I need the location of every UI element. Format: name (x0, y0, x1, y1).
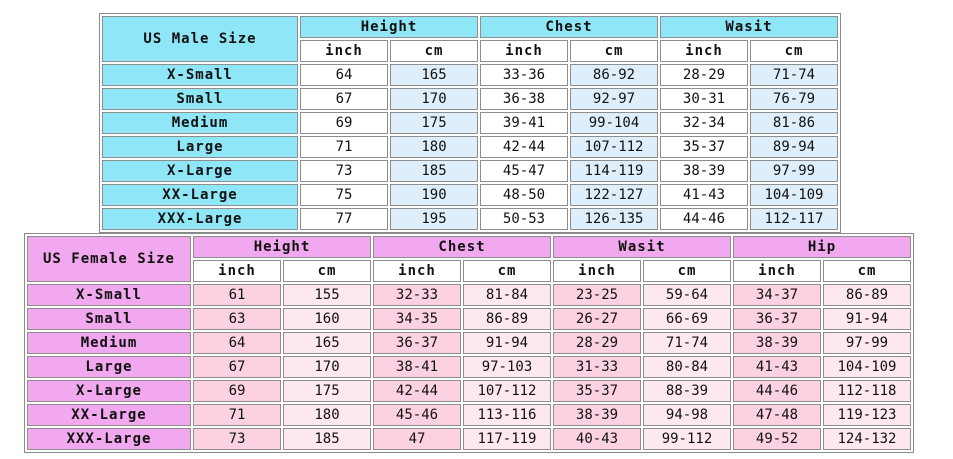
female-value-cell: 38-41 (373, 356, 461, 378)
female-unit-header: inch (193, 260, 281, 282)
female-size-table (24, 233, 914, 453)
male-value-cell: 38-39 (660, 160, 748, 182)
male-value-cell: 195 (390, 208, 478, 230)
male-value-cell: 71 (300, 136, 388, 158)
female-unit-header: cm (283, 260, 371, 282)
female-value-cell: 185 (283, 428, 371, 450)
male-table-row (102, 184, 838, 206)
female-value-cell: 40-43 (553, 428, 641, 450)
female-value-cell: 86-89 (823, 284, 911, 306)
female-table-row (27, 380, 911, 402)
female-value-cell: 99-112 (643, 428, 731, 450)
female-value-cell: 47-48 (733, 404, 821, 426)
female-value-cell: 63 (193, 308, 281, 330)
male-group-header: Chest (480, 16, 658, 38)
male-value-cell: 122-127 (570, 184, 658, 206)
female-unit-header: cm (463, 260, 551, 282)
female-size-label: Small (27, 308, 191, 330)
female-value-cell: 155 (283, 284, 371, 306)
female-value-cell: 107-112 (463, 380, 551, 402)
male-value-cell: 45-47 (480, 160, 568, 182)
female-value-cell: 97-103 (463, 356, 551, 378)
female-value-cell: 88-39 (643, 380, 731, 402)
male-value-cell: 99-104 (570, 112, 658, 134)
male-corner-label: US Male Size (102, 16, 298, 62)
female-value-cell: 86-89 (463, 308, 551, 330)
male-value-cell: 71-74 (750, 64, 838, 86)
female-value-cell: 180 (283, 404, 371, 426)
female-value-cell: 73 (193, 428, 281, 450)
male-value-cell: 180 (390, 136, 478, 158)
male-value-cell: 165 (390, 64, 478, 86)
male-value-cell: 77 (300, 208, 388, 230)
female-value-cell: 26-27 (553, 308, 641, 330)
female-value-cell: 91-94 (463, 332, 551, 354)
female-size-label: XXX-Large (27, 428, 191, 450)
male-table-row (102, 64, 838, 86)
female-size-label: Large (27, 356, 191, 378)
female-value-cell: 69 (193, 380, 281, 402)
female-value-cell: 44-46 (733, 380, 821, 402)
male-value-cell: 86-92 (570, 64, 658, 86)
female-value-cell: 34-37 (733, 284, 821, 306)
female-value-cell: 38-39 (553, 404, 641, 426)
male-value-cell: 50-53 (480, 208, 568, 230)
female-value-cell: 80-84 (643, 356, 731, 378)
female-corner-label: US Female Size (27, 236, 191, 282)
male-value-cell: 42-44 (480, 136, 568, 158)
female-table-row (27, 404, 911, 426)
male-value-cell: 73 (300, 160, 388, 182)
male-value-cell: 76-79 (750, 88, 838, 110)
female-value-cell: 28-29 (553, 332, 641, 354)
female-value-cell: 61 (193, 284, 281, 306)
female-value-cell: 81-84 (463, 284, 551, 306)
male-group-header-row (102, 16, 838, 38)
male-value-cell: 190 (390, 184, 478, 206)
male-value-cell: 81-86 (750, 112, 838, 134)
male-value-cell: 75 (300, 184, 388, 206)
female-unit-header: inch (733, 260, 821, 282)
male-value-cell: 92-97 (570, 88, 658, 110)
male-value-cell: 107-112 (570, 136, 658, 158)
male-value-cell: 32-34 (660, 112, 748, 134)
female-unit-header: inch (553, 260, 641, 282)
male-size-label: Small (102, 88, 298, 110)
female-value-cell: 34-35 (373, 308, 461, 330)
female-value-cell: 124-132 (823, 428, 911, 450)
female-value-cell: 42-44 (373, 380, 461, 402)
male-value-cell: 67 (300, 88, 388, 110)
female-value-cell: 66-69 (643, 308, 731, 330)
male-unit-header: inch (660, 40, 748, 62)
male-size-label: XX-Large (102, 184, 298, 206)
female-value-cell: 113-116 (463, 404, 551, 426)
male-table-row (102, 112, 838, 134)
male-table-row (102, 88, 838, 110)
male-value-cell: 97-99 (750, 160, 838, 182)
male-value-cell: 48-50 (480, 184, 568, 206)
male-size-label: Large (102, 136, 298, 158)
female-group-header: Height (193, 236, 371, 258)
female-value-cell: 36-37 (373, 332, 461, 354)
male-value-cell: 30-31 (660, 88, 748, 110)
female-value-cell: 117-119 (463, 428, 551, 450)
female-group-header-row (27, 236, 911, 258)
male-value-cell: 39-41 (480, 112, 568, 134)
female-unit-header: cm (823, 260, 911, 282)
male-value-cell: 64 (300, 64, 388, 86)
male-value-cell: 69 (300, 112, 388, 134)
female-value-cell: 71 (193, 404, 281, 426)
female-size-label: Medium (27, 332, 191, 354)
male-value-cell: 33-36 (480, 64, 568, 86)
male-unit-header: cm (750, 40, 838, 62)
male-unit-header: cm (390, 40, 478, 62)
male-group-header: Height (300, 16, 478, 38)
male-size-label: XXX-Large (102, 208, 298, 230)
female-value-cell: 32-33 (373, 284, 461, 306)
female-value-cell: 91-94 (823, 308, 911, 330)
female-value-cell: 23-25 (553, 284, 641, 306)
female-value-cell: 67 (193, 356, 281, 378)
female-table-row (27, 428, 911, 450)
female-unit-header: cm (643, 260, 731, 282)
male-value-cell: 28-29 (660, 64, 748, 86)
male-table-row (102, 160, 838, 182)
male-unit-header: inch (480, 40, 568, 62)
female-value-cell: 41-43 (733, 356, 821, 378)
female-value-cell: 94-98 (643, 404, 731, 426)
female-value-cell: 112-118 (823, 380, 911, 402)
male-size-label: X-Small (102, 64, 298, 86)
male-value-cell: 175 (390, 112, 478, 134)
male-table-row (102, 136, 838, 158)
male-value-cell: 126-135 (570, 208, 658, 230)
female-value-cell: 31-33 (553, 356, 641, 378)
female-value-cell: 119-123 (823, 404, 911, 426)
female-table-row (27, 332, 911, 354)
female-size-label: X-Large (27, 380, 191, 402)
female-size-label: X-Small (27, 284, 191, 306)
female-unit-header: inch (373, 260, 461, 282)
female-table-row (27, 284, 911, 306)
female-value-cell: 35-37 (553, 380, 641, 402)
female-group-header: Wasit (553, 236, 731, 258)
male-group-header: Wasit (660, 16, 838, 38)
female-value-cell: 49-52 (733, 428, 821, 450)
female-value-cell: 59-64 (643, 284, 731, 306)
male-value-cell: 114-119 (570, 160, 658, 182)
female-group-header: Hip (733, 236, 911, 258)
female-table-row (27, 356, 911, 378)
female-value-cell: 64 (193, 332, 281, 354)
male-value-cell: 112-117 (750, 208, 838, 230)
female-value-cell: 175 (283, 380, 371, 402)
male-unit-header: cm (570, 40, 658, 62)
male-unit-header: inch (300, 40, 388, 62)
female-value-cell: 165 (283, 332, 371, 354)
female-value-cell: 45-46 (373, 404, 461, 426)
female-table-row (27, 308, 911, 330)
male-value-cell: 185 (390, 160, 478, 182)
female-group-header: Chest (373, 236, 551, 258)
female-value-cell: 104-109 (823, 356, 911, 378)
male-value-cell: 41-43 (660, 184, 748, 206)
male-value-cell: 104-109 (750, 184, 838, 206)
male-value-cell: 89-94 (750, 136, 838, 158)
female-value-cell: 71-74 (643, 332, 731, 354)
female-size-label: XX-Large (27, 404, 191, 426)
female-value-cell: 47 (373, 428, 461, 450)
male-value-cell: 36-38 (480, 88, 568, 110)
male-value-cell: 35-37 (660, 136, 748, 158)
male-size-table (99, 13, 841, 233)
male-value-cell: 44-46 (660, 208, 748, 230)
female-value-cell: 38-39 (733, 332, 821, 354)
male-size-label: Medium (102, 112, 298, 134)
male-table-row (102, 208, 838, 230)
male-value-cell: 170 (390, 88, 478, 110)
female-value-cell: 160 (283, 308, 371, 330)
female-value-cell: 170 (283, 356, 371, 378)
female-value-cell: 36-37 (733, 308, 821, 330)
male-size-label: X-Large (102, 160, 298, 182)
female-value-cell: 97-99 (823, 332, 911, 354)
